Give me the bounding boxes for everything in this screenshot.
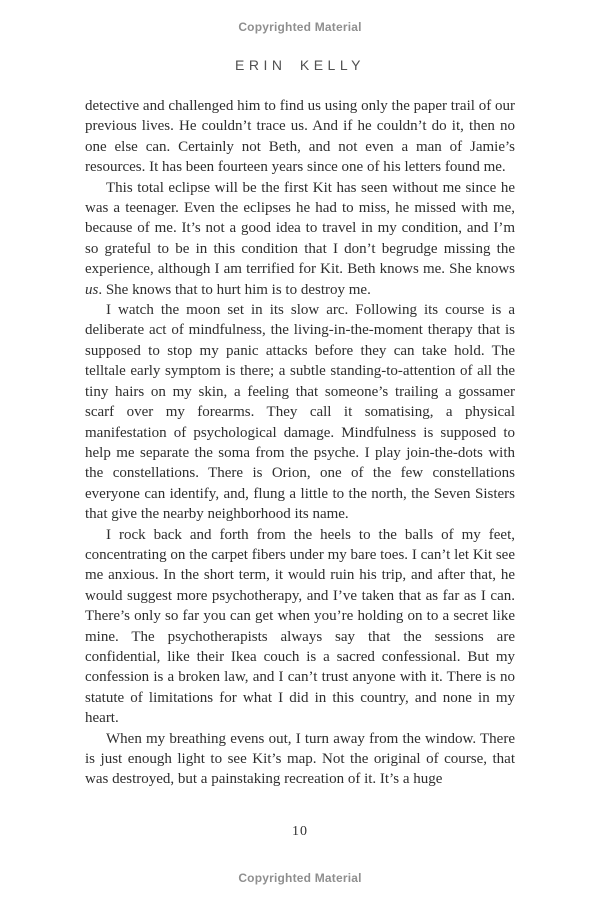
running-header-author: ERIN KELLY (235, 57, 365, 73)
top-copyright-notice: Copyrighted Material (238, 20, 362, 34)
paragraph-3: I watch the moon set in its slow arc. Following its course is a deliberate act of mindfulness, the living-in-the-moment therapy that is supposed to stop my panic attacks before they can take hold. The telltale early symptom is there; a subtle standing-to-attention of all the tiny hairs on my skin, a feeling that someone’s trailing a gossamer scarf over my forearms. They call it somatising, a physical manifestation of psychological damage. Mindfulness is supposed to help me separate the soma from the psyche. I play join-the-dots with the constellations. There is Orion, one of the few constellations everyone can identify, and, flung a little to the north, the Seven Sisters that give the nearby neighborhood its name. (85, 302, 515, 523)
page-body (85, 96, 515, 790)
paragraph-1: detective and challenged him to find us using only the paper trail of our previous lives. He couldn’t trace us. And if he couldn’t do it, then no one else can. Certainly not Beth, and not even a man of Jamie’s resources. It has been fourteen years since one of his letters found me. (85, 98, 515, 176)
paragraph-5: When my breathing evens out, I turn away from the window. There is just enough light to see Kit’s map. Not the original of course, that was destroyed, but a painstaking recreation of it. It’s a huge (85, 730, 515, 788)
paragraph-2-italic-word: us (85, 281, 99, 298)
paragraph-2-text-continued: . She knows that to hurt him is to destroy me. (98, 281, 371, 298)
paragraph-2-text: This total eclipse will be the first Kit has seen without me since he was a teenager. Even the eclipses he had to miss, he missed with me, because of me. It’s not a good idea to travel in my condition, and I’m so grateful to be in this condition that I don’t begrudge missing the experience, although I am terrified for Kit. Beth knows me. She knows (85, 179, 515, 278)
paragraph-4: I rock back and forth from the heels to the balls of my feet, concentrating on the carpet fibers under my bare toes. I can’t let Kit see me anxious. In the short term, it would ruin his trip, and after that, he would suggest more psychotherapy, and I’ve taken that as far as I can. There’s only so far you can get when you’re holding on to a secret like mine. The psychotherapists always say that the sessions are confidential, like their Ikea couch is a sacred confessional. But my confession is a broken law, and I can’t trust anyone with it. There is no statute of limitations for what I did in this country, and none in my heart. (85, 526, 515, 727)
paragraph-2 (85, 178, 515, 300)
page-number: 10 (292, 824, 308, 839)
bottom-copyright-notice: Copyrighted Material (238, 871, 362, 885)
